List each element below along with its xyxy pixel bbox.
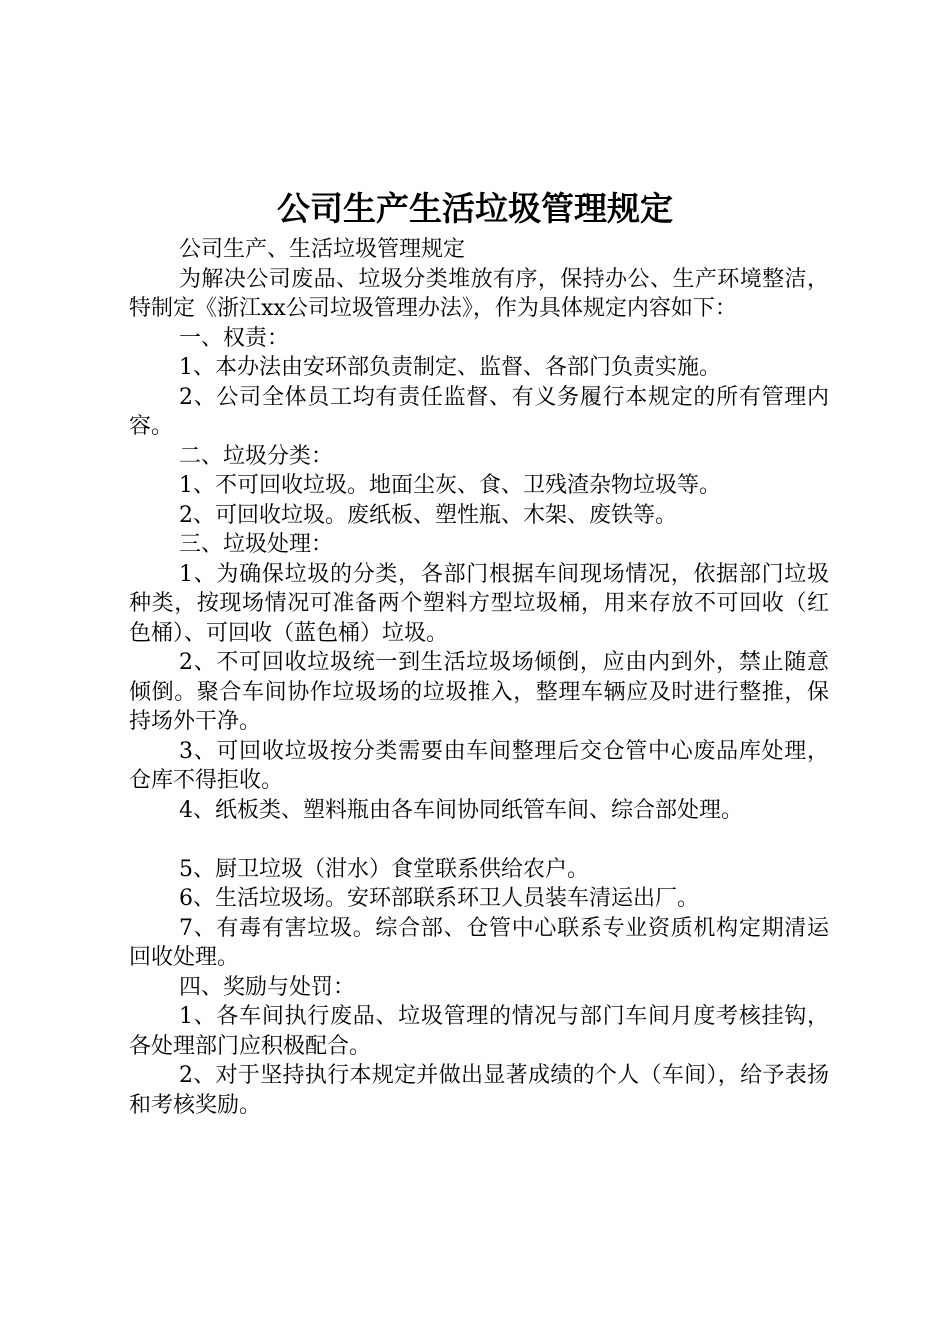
section-heading-rewards: 四、奖励与处罚： xyxy=(179,974,356,1000)
document-title: 公司生产生活垃圾管理规定 xyxy=(277,189,673,228)
paragraph-disposal-1: 1、为确保垃圾的分类，各部门根据车间现场情况，依据部门垃圾种类，按现场情况可准备两个塑料方型垃圾桶，用来存放不可回收（红色桶）、可回收（蓝色桶）垃圾。 xyxy=(129,561,829,646)
section-heading-disposal: 三、垃圾处理： xyxy=(179,532,334,557)
paragraph-disposal-4: 4、纸板类、塑料瓶由各车间协同纸管车间、综合部处理。 xyxy=(179,797,743,823)
paragraph-responsibility-1: 1、本办法由安环部负责制定、监督、各部门负责实施。 xyxy=(179,355,721,380)
paragraph-responsibility-2: 2、公司全体员工均有责任监督、有义务履行本规定的所有管理内容。 xyxy=(129,384,829,439)
section-heading-responsibilities: 一、权责： xyxy=(179,325,290,351)
document-body xyxy=(129,235,829,1120)
paragraph-rewards-1: 1、各车间执行废品、垃圾管理的情况与部门车间月度考核挂钩，各处理部门应积极配合。 xyxy=(129,1004,829,1059)
paragraph-disposal-7: 7、有毒有害垃圾。综合部、仓管中心联系专业资质机构定期清运回收处理。 xyxy=(129,915,829,970)
paragraph-rewards-2: 2、对于坚持执行本规定并做出显著成绩的个人（车间），给予表扬和考核奖励。 xyxy=(129,1063,829,1118)
paragraph-disposal-5: 5、厨卫垃圾（泔水）食堂联系供给农户。 xyxy=(179,856,589,882)
paragraph-disposal-6: 6、生活垃圾场。安环部联系环卫人员装车清运出厂。 xyxy=(179,886,699,911)
paragraph-disposal-2: 2、不可回收垃圾统一到生活垃圾场倾倒，应由内到外，禁止随意倾倒。聚合车间协作垃圾场的垃圾推入，整理车辆应及时进行整推，保持场外干净。 xyxy=(129,650,829,734)
section-heading-classification: 二、垃圾分类： xyxy=(179,443,334,469)
paragraph-subtitle: 公司生产、生活垃圾管理规定 xyxy=(179,237,466,262)
paragraph-disposal-3: 3、可回收垃圾按分类需要由车间整理后交仓管中心废品库处理，仓库不得拒收。 xyxy=(129,738,829,793)
paragraph-classification-2: 2、可回收垃圾。废纸板、塑性瓶、木架、废铁等。 xyxy=(179,502,677,528)
paragraph-intro: 为解决公司废品、垃圾分类堆放有序，保持办公、生产环境整洁，特制定《浙江xx公司垃圾管理办法》，作为具体规定内容如下： xyxy=(129,266,829,321)
paragraph-classification-1: 1、不可回收垃圾。地面尘灰、食、卫残渣杂物垃圾等。 xyxy=(179,473,721,498)
